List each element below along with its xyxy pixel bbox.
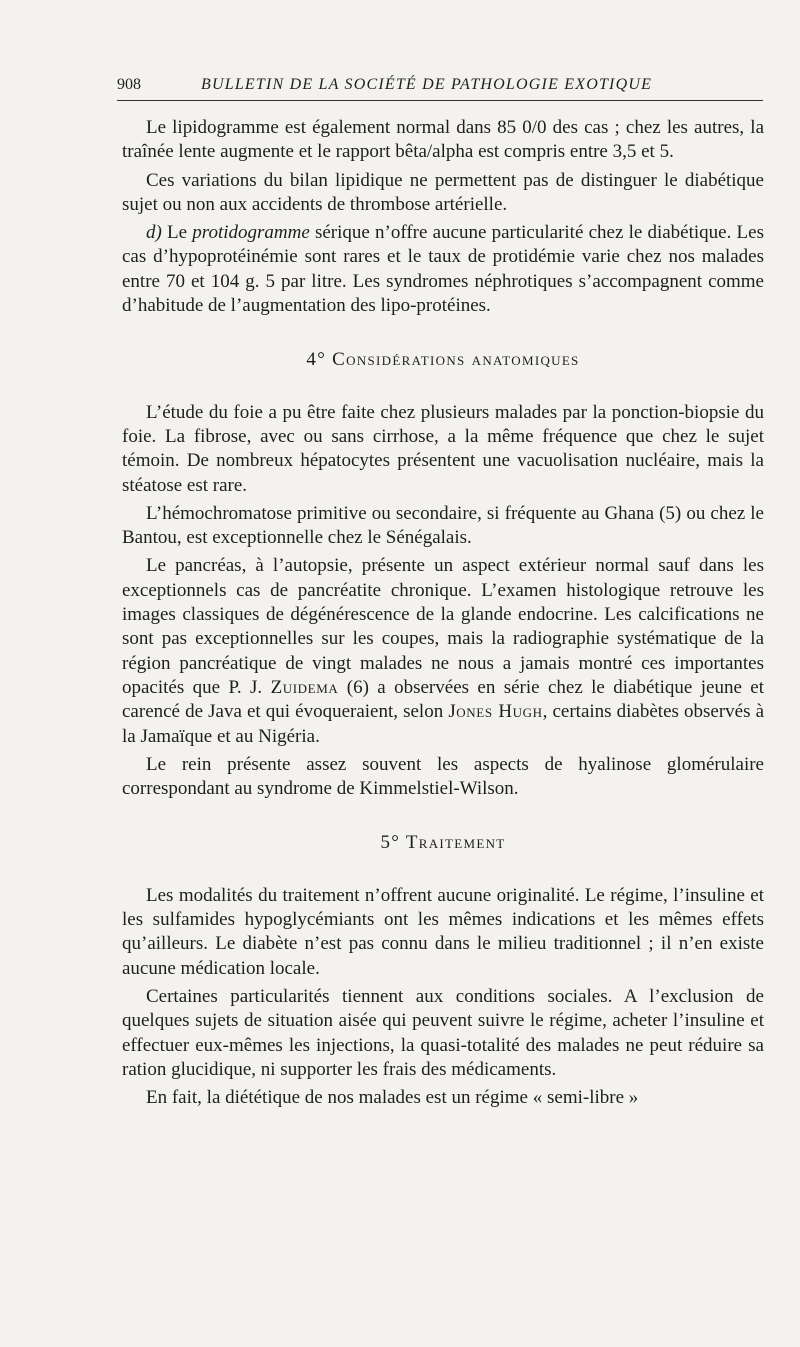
journal-title: BULLETIN DE LA SOCIÉTÉ DE PATHOLOGIE EXOTIQUE (201, 76, 653, 93)
page-number: 908 (117, 76, 141, 93)
section-heading-treatment: 5° Traitement (380, 832, 506, 854)
section-heading-anatomical: 4° Considérations anatomiques (306, 349, 580, 371)
author-name: Jones Hugh (448, 701, 543, 723)
paragraph-lipidogram: Le lipidogramme est également normal dans 85 0/0 des cas ; chez les autres, la traînée lente augmente et le rapport bêta/alpha est compris entre 3,5 et 5. (122, 117, 764, 163)
paragraph-hemochromatosis: L’hémochromatose primitive ou secondaire, si fréquente au Ghana (5) ou chez le Bantou, est exceptionnelle chez le Sénégalais. (122, 502, 764, 549)
running-header (117, 72, 763, 101)
paragraph-social-conditions: Certaines particularités tiennent aux conditions sociales. A l’exclusion de quelques sujets de situation aisée qui peuvent suivre le régime, acheter l’insuline et effectuer eux-mêmes les injections, la quasi-totalité des malades ne peut réduire sa ration glucidique, ni supporter les frais des médicaments. (122, 985, 764, 1080)
paragraph-pancreas (122, 554, 764, 748)
paragraph-lipid-balance: Ces variations du bilan lipidique ne permettent pas de distinguer le diabétique sujet ou non aux accidents de thrombose artérielle. (122, 169, 764, 215)
text-run: sérique n’offre aucune particularité chez le diabétique. Les cas d’hypoprotéinémie sont rares et le taux de protidémie varie chez nos malades entre 70 et 104 g. 5 par litre. Les syndromes néphrotiques s’accompagnent comme d’habitude de l’augmentation des lipo-protéines. (122, 222, 764, 317)
paragraph-kidney: Le rein présente assez souvent les aspects de hyalinose glomérulaire correspondant au syndrome de Kimmelstiel-Wilson. (122, 753, 764, 800)
paragraph-treatment: Les modalités du traitement n’offrent aucune originalité. Le régime, l’insuline et les sulfamides hypoglycémiants ont les mêmes indications et les mêmes effets qu’ailleurs. Le diabète n’est pas connu dans le milieu traditionnel ; il n’en existe aucune médication locale. (122, 884, 764, 979)
article-body (122, 116, 764, 1114)
paragraph-dietetics: En fait, la diététique de nos malades est un régime « semi-libre » (146, 1087, 639, 1109)
paragraph-liver: L’étude du foie a pu être faite chez plusieurs malades par la ponction-biopsie du foie. La fibrose, avec ou sans cirrhose, a la même fréquence que chez le sujet témoin. De nombreux hépatocytes présentent une vacuolisation nucléaire, mais la stéatose est rare. (122, 401, 764, 496)
item-label: d) (146, 222, 162, 244)
paragraph-protidogram (122, 221, 764, 318)
text-run: (6) a observées en série chez le diabétique jeune et carencé de Java et qui évoqueraient, selon (122, 676, 764, 723)
term-protidogramme: protidogramme (192, 222, 310, 244)
text-run: , certains diabètes observés à la Jamaïque et au Nigéria. (122, 701, 765, 747)
author-name: Zuidema (270, 676, 339, 698)
text-run: Le (161, 222, 193, 244)
text-run: Le pancréas, à l’autopsie, présente un aspect extérieur normal sauf dans les exceptionnels cas de pancréatite chronique. L’examen histologique retrouve les images classiques de dégénérescence de la glande endocrine. Les calcifications ne sont pas exceptionnelles sur les coupes, mais la radiographie systématique de la région pancréatique de vingt malades ne nous a jamais montré ces importantes opacités que P. J. (122, 555, 764, 698)
